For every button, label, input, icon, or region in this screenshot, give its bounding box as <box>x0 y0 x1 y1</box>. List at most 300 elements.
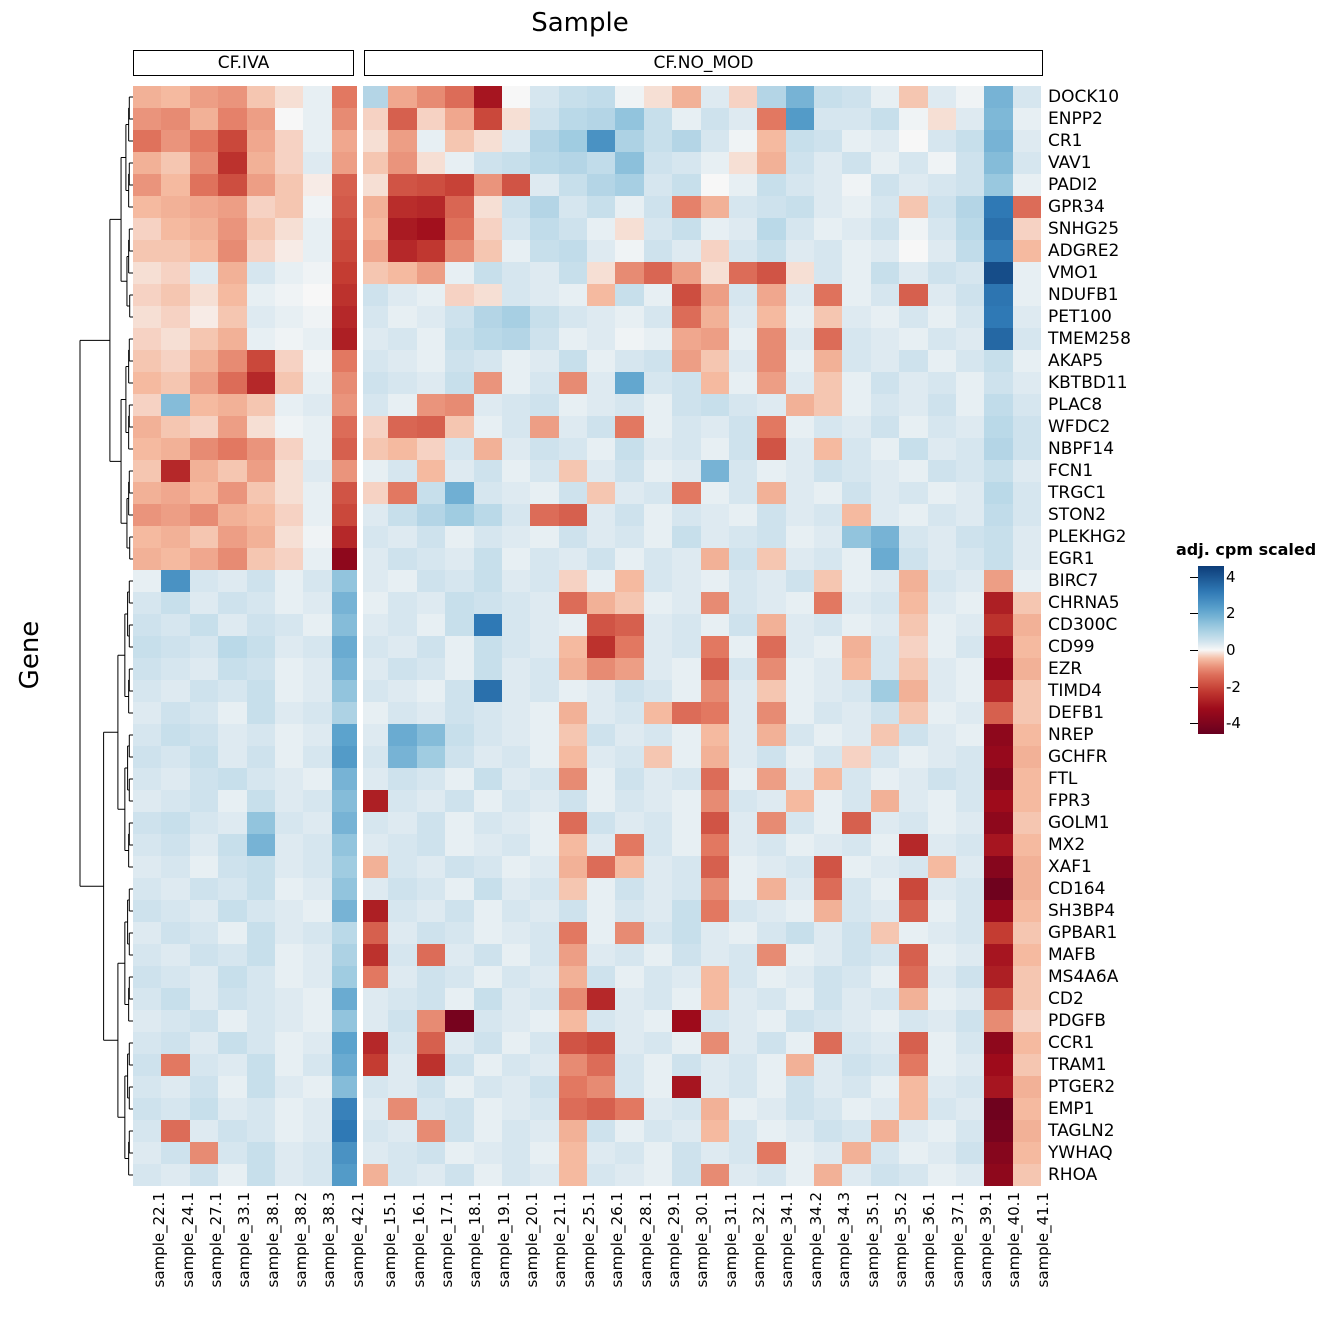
heatmap-cell <box>814 152 842 174</box>
heatmap-cell <box>615 130 643 152</box>
heatmap-cell <box>729 1142 757 1164</box>
heatmap-cell <box>218 1142 246 1164</box>
heatmap-cell <box>247 944 275 966</box>
heatmap-cell <box>1013 526 1041 548</box>
heatmap-cell <box>530 768 558 790</box>
heatmap-cell <box>757 394 785 416</box>
heatmap-cell <box>190 1010 218 1032</box>
heatmap-cell <box>644 922 672 944</box>
heatmap-cell <box>928 262 956 284</box>
heatmap-cell <box>275 350 303 372</box>
heatmap-cell <box>701 592 729 614</box>
heatmap-cell <box>1013 1032 1041 1054</box>
heatmap-cell <box>218 1054 246 1076</box>
heatmap-cell <box>388 658 416 680</box>
heatmap-cell <box>814 856 842 878</box>
row-label: TRGC1 <box>1048 483 1107 503</box>
heatmap-cell <box>133 592 161 614</box>
heatmap-cell <box>445 812 473 834</box>
heatmap-cell <box>388 174 416 196</box>
heatmap-cell <box>275 328 303 350</box>
heatmap-cell <box>303 658 331 680</box>
heatmap-cell <box>502 834 530 856</box>
heatmap-cell <box>360 944 388 966</box>
heatmap-cell <box>615 438 643 460</box>
heatmap-cell <box>587 328 615 350</box>
heatmap-cell <box>701 548 729 570</box>
heatmap-cell <box>672 1098 700 1120</box>
heatmap-cell <box>388 834 416 856</box>
heatmap-cell <box>729 988 757 1010</box>
heatmap-cell <box>388 922 416 944</box>
heatmap-cell <box>332 680 360 702</box>
heatmap-cell <box>530 1164 558 1186</box>
heatmap-cell <box>303 1032 331 1054</box>
heatmap-cell <box>133 350 161 372</box>
heatmap-cell <box>388 614 416 636</box>
heatmap-cell <box>928 1120 956 1142</box>
heatmap-cell <box>190 372 218 394</box>
heatmap-cell <box>530 570 558 592</box>
heatmap-cell <box>757 988 785 1010</box>
heatmap-cell <box>190 636 218 658</box>
heatmap-cell <box>842 174 870 196</box>
heatmap-cell <box>247 416 275 438</box>
row-label: NBPF14 <box>1048 439 1115 459</box>
heatmap-cell <box>1013 900 1041 922</box>
heatmap-cell <box>190 108 218 130</box>
heatmap-cell <box>701 1142 729 1164</box>
heatmap-cell <box>502 482 530 504</box>
heatmap-cell <box>190 196 218 218</box>
heatmap-cell <box>615 746 643 768</box>
heatmap-cell <box>530 746 558 768</box>
heatmap-cell <box>928 988 956 1010</box>
heatmap-cell <box>218 196 246 218</box>
heatmap-cell <box>644 1142 672 1164</box>
heatmap-cell <box>133 548 161 570</box>
heatmap-cell <box>388 350 416 372</box>
heatmap-cell <box>786 416 814 438</box>
heatmap-cell <box>474 658 502 680</box>
heatmap-cell <box>701 504 729 526</box>
heatmap-cell <box>644 1120 672 1142</box>
heatmap-cell <box>644 130 672 152</box>
heatmap-cell <box>303 416 331 438</box>
heatmap-cell <box>786 460 814 482</box>
heatmap-cell <box>417 482 445 504</box>
column-group-1: CF.NO_MOD <box>364 50 1043 76</box>
heatmap-cell <box>530 944 558 966</box>
row-label: CR1 <box>1048 131 1083 151</box>
heatmap-cell <box>842 812 870 834</box>
heatmap-cell <box>587 1142 615 1164</box>
heatmap-cell <box>417 614 445 636</box>
heatmap-cell <box>275 218 303 240</box>
heatmap-cell <box>559 262 587 284</box>
heatmap-cell <box>190 86 218 108</box>
heatmap-cell <box>871 328 899 350</box>
heatmap-cell <box>871 812 899 834</box>
heatmap-cell <box>899 1010 927 1032</box>
heatmap-cell <box>672 658 700 680</box>
heatmap-cell <box>559 394 587 416</box>
heatmap-cell <box>303 900 331 922</box>
heatmap-cell <box>899 900 927 922</box>
heatmap-cell <box>757 922 785 944</box>
heatmap-cell <box>871 196 899 218</box>
heatmap-cell <box>757 526 785 548</box>
heatmap-cell <box>218 988 246 1010</box>
heatmap-cell <box>701 834 729 856</box>
heatmap-cell <box>757 790 785 812</box>
heatmap-cell <box>871 1142 899 1164</box>
heatmap-cell <box>303 196 331 218</box>
heatmap-cell <box>360 900 388 922</box>
heatmap-cell <box>956 922 984 944</box>
heatmap-cell <box>161 460 189 482</box>
heatmap-cell <box>474 130 502 152</box>
heatmap-cell <box>899 240 927 262</box>
heatmap-cell <box>218 174 246 196</box>
heatmap-cell <box>332 526 360 548</box>
heatmap-cell <box>899 328 927 350</box>
heatmap-cell <box>190 504 218 526</box>
heatmap-cell <box>615 1098 643 1120</box>
column-label: sample_42.1 <box>348 1192 367 1288</box>
row-label: MAFB <box>1048 945 1096 965</box>
heatmap-cell <box>247 724 275 746</box>
heatmap-cell <box>332 878 360 900</box>
heatmap-cell <box>275 438 303 460</box>
heatmap-cell <box>303 592 331 614</box>
heatmap-cell <box>786 592 814 614</box>
heatmap-cell <box>474 680 502 702</box>
heatmap-cell <box>729 218 757 240</box>
heatmap-cell <box>814 636 842 658</box>
heatmap-cell <box>984 1120 1012 1142</box>
column-label: sample_35.2 <box>891 1192 910 1288</box>
heatmap-cell <box>814 658 842 680</box>
heatmap-cell <box>474 636 502 658</box>
legend-tick-label: 2 <box>1226 604 1236 623</box>
heatmap-cell <box>984 438 1012 460</box>
heatmap-cell <box>133 878 161 900</box>
heatmap-cell <box>445 614 473 636</box>
heatmap-cell <box>218 1164 246 1186</box>
heatmap-cell <box>956 152 984 174</box>
heatmap-cell <box>899 218 927 240</box>
heatmap-cell <box>388 1010 416 1032</box>
heatmap-cell <box>474 1120 502 1142</box>
heatmap-cell <box>672 1032 700 1054</box>
heatmap-cell <box>530 174 558 196</box>
heatmap-cell <box>786 218 814 240</box>
heatmap-cell <box>502 790 530 812</box>
heatmap-cell <box>814 680 842 702</box>
heatmap-cell <box>474 306 502 328</box>
heatmap-cell <box>474 944 502 966</box>
heatmap-cell <box>984 878 1012 900</box>
heatmap-cell <box>559 218 587 240</box>
heatmap-cell <box>133 988 161 1010</box>
heatmap-cell <box>928 394 956 416</box>
heatmap-cell <box>587 218 615 240</box>
heatmap-cell <box>388 1098 416 1120</box>
heatmap-cell <box>445 1164 473 1186</box>
heatmap-cell <box>559 1054 587 1076</box>
heatmap-cell <box>388 812 416 834</box>
heatmap-cell <box>275 460 303 482</box>
legend-title: adj. cpm scaled <box>1176 540 1317 559</box>
heatmap-cell <box>842 878 870 900</box>
heatmap-cell <box>303 570 331 592</box>
heatmap-cell <box>899 350 927 372</box>
heatmap-cell <box>502 108 530 130</box>
heatmap-cell <box>1013 1098 1041 1120</box>
heatmap-cell <box>842 1098 870 1120</box>
heatmap-cell <box>275 394 303 416</box>
heatmap-cell <box>445 130 473 152</box>
heatmap-cell <box>303 988 331 1010</box>
heatmap-cell <box>360 746 388 768</box>
heatmap-cell <box>644 812 672 834</box>
heatmap-cell <box>587 746 615 768</box>
heatmap-cell <box>502 944 530 966</box>
heatmap-cell <box>445 86 473 108</box>
heatmap-cell <box>786 702 814 724</box>
heatmap-cell <box>899 1164 927 1186</box>
heatmap-cell <box>871 130 899 152</box>
heatmap-cell <box>218 130 246 152</box>
legend-tick-label: -2 <box>1226 677 1241 696</box>
heatmap-cell <box>275 1010 303 1032</box>
heatmap-cell <box>814 834 842 856</box>
heatmap-cell <box>190 240 218 262</box>
heatmap-cell <box>757 240 785 262</box>
heatmap-cell <box>1013 460 1041 482</box>
heatmap-cell <box>161 592 189 614</box>
heatmap-cell <box>701 768 729 790</box>
heatmap-cell <box>814 1032 842 1054</box>
heatmap-cell <box>871 988 899 1010</box>
heatmap-cell <box>303 680 331 702</box>
heatmap-cell <box>729 526 757 548</box>
heatmap-cell <box>587 86 615 108</box>
heatmap-cell <box>332 1054 360 1076</box>
heatmap-cell <box>729 1098 757 1120</box>
heatmap-cell <box>956 790 984 812</box>
heatmap-cell <box>303 768 331 790</box>
heatmap-cell <box>161 724 189 746</box>
heatmap-cell <box>247 306 275 328</box>
heatmap-cell <box>559 988 587 1010</box>
heatmap-cell <box>729 768 757 790</box>
column-label: sample_38.2 <box>292 1192 311 1288</box>
row-label: MX2 <box>1048 835 1086 855</box>
heatmap-cell <box>161 966 189 988</box>
heatmap-cell <box>757 966 785 988</box>
heatmap-cell <box>814 746 842 768</box>
heatmap-cell <box>332 328 360 350</box>
heatmap-cell <box>956 680 984 702</box>
heatmap-cell <box>842 702 870 724</box>
heatmap-cell <box>587 394 615 416</box>
heatmap-cell <box>615 526 643 548</box>
heatmap-cell <box>247 966 275 988</box>
heatmap-cell <box>161 834 189 856</box>
heatmap-cell <box>1013 1120 1041 1142</box>
heatmap-cell <box>474 460 502 482</box>
heatmap-cell <box>928 790 956 812</box>
heatmap-cell <box>871 504 899 526</box>
heatmap-cell <box>842 922 870 944</box>
heatmap-cell <box>275 86 303 108</box>
heatmap-cell <box>303 1164 331 1186</box>
row-label: EZR <box>1048 659 1083 679</box>
heatmap-cell <box>615 152 643 174</box>
heatmap-cell <box>502 856 530 878</box>
heatmap-cell <box>956 1076 984 1098</box>
heatmap-cell <box>332 768 360 790</box>
heatmap-cell <box>871 724 899 746</box>
heatmap-cell <box>757 592 785 614</box>
heatmap-cell <box>615 1010 643 1032</box>
heatmap-cell <box>757 636 785 658</box>
heatmap-cell <box>786 394 814 416</box>
row-label: CCR1 <box>1048 1033 1095 1053</box>
heatmap-cell <box>445 636 473 658</box>
heatmap-cell <box>303 1120 331 1142</box>
heatmap-cell <box>644 966 672 988</box>
heatmap-cell <box>956 1120 984 1142</box>
heatmap-cell <box>701 570 729 592</box>
heatmap-cell <box>218 328 246 350</box>
heatmap-cell <box>701 262 729 284</box>
heatmap-cell <box>701 922 729 944</box>
heatmap-cell <box>190 526 218 548</box>
heatmap-cell <box>899 856 927 878</box>
heatmap-cell <box>984 658 1012 680</box>
heatmap-cell <box>899 680 927 702</box>
heatmap-cell <box>928 526 956 548</box>
heatmap-cell <box>332 1032 360 1054</box>
heatmap-cell <box>871 174 899 196</box>
heatmap-cell <box>1013 724 1041 746</box>
heatmap-cell <box>757 724 785 746</box>
heatmap-cell <box>474 218 502 240</box>
heatmap-cell <box>814 130 842 152</box>
heatmap-cell <box>956 1032 984 1054</box>
heatmap-cell <box>729 284 757 306</box>
heatmap-cell <box>899 966 927 988</box>
column-label: sample_17.1 <box>437 1192 456 1288</box>
heatmap-cell <box>303 394 331 416</box>
heatmap-cell <box>757 130 785 152</box>
heatmap-cell <box>247 636 275 658</box>
heatmap-cell <box>984 262 1012 284</box>
heatmap-cell <box>218 394 246 416</box>
heatmap-cell <box>757 1032 785 1054</box>
heatmap-cell <box>303 548 331 570</box>
heatmap-cell <box>417 790 445 812</box>
heatmap-cell <box>956 526 984 548</box>
heatmap-cell <box>445 900 473 922</box>
heatmap-cell <box>247 438 275 460</box>
heatmap-cell <box>388 218 416 240</box>
heatmap-cell <box>218 944 246 966</box>
heatmap-cell <box>247 548 275 570</box>
heatmap-cell <box>672 218 700 240</box>
heatmap-cell <box>757 812 785 834</box>
heatmap-cell <box>445 460 473 482</box>
heatmap-cell <box>984 812 1012 834</box>
heatmap-cell <box>615 504 643 526</box>
heatmap-cell <box>644 1098 672 1120</box>
heatmap-cell <box>899 262 927 284</box>
heatmap-cell <box>530 988 558 1010</box>
heatmap-cell <box>502 1120 530 1142</box>
heatmap-cell <box>388 284 416 306</box>
heatmap-cell <box>502 900 530 922</box>
heatmap-cell <box>247 504 275 526</box>
heatmap-cell <box>757 878 785 900</box>
heatmap-cell <box>275 966 303 988</box>
heatmap-cell <box>672 1054 700 1076</box>
heatmap-cell <box>871 350 899 372</box>
heatmap-cell <box>1013 1164 1041 1186</box>
heatmap-cell <box>530 108 558 130</box>
heatmap-cell <box>701 152 729 174</box>
heatmap-cell <box>871 702 899 724</box>
heatmap-cell <box>842 460 870 482</box>
heatmap-cell <box>956 966 984 988</box>
heatmap-cell <box>133 328 161 350</box>
heatmap-cell <box>757 460 785 482</box>
heatmap-cell <box>615 1142 643 1164</box>
heatmap-cell <box>729 856 757 878</box>
legend-tickmark <box>1190 613 1198 614</box>
heatmap-cell <box>729 1076 757 1098</box>
heatmap-cell <box>474 702 502 724</box>
heatmap-cell <box>899 460 927 482</box>
heatmap-cell <box>445 856 473 878</box>
heatmap-cell <box>928 86 956 108</box>
heatmap-cell <box>757 900 785 922</box>
heatmap-cell <box>247 1164 275 1186</box>
heatmap-cell <box>417 108 445 130</box>
heatmap-cell <box>474 812 502 834</box>
heatmap-cell <box>701 86 729 108</box>
column-label: sample_33.1 <box>235 1192 254 1288</box>
heatmap-cell <box>502 592 530 614</box>
heatmap-cell <box>984 218 1012 240</box>
heatmap-cell <box>474 1142 502 1164</box>
heatmap-cell <box>729 812 757 834</box>
heatmap-cell <box>417 768 445 790</box>
heatmap-cell <box>1013 174 1041 196</box>
heatmap-cell <box>559 900 587 922</box>
heatmap-cell <box>871 768 899 790</box>
heatmap-cell <box>672 1164 700 1186</box>
heatmap-cell <box>133 746 161 768</box>
heatmap-cell <box>956 262 984 284</box>
column-label: sample_38.1 <box>263 1192 282 1288</box>
heatmap-cell <box>360 636 388 658</box>
heatmap-cell <box>360 152 388 174</box>
heatmap-cell <box>417 526 445 548</box>
heatmap-cell <box>133 482 161 504</box>
